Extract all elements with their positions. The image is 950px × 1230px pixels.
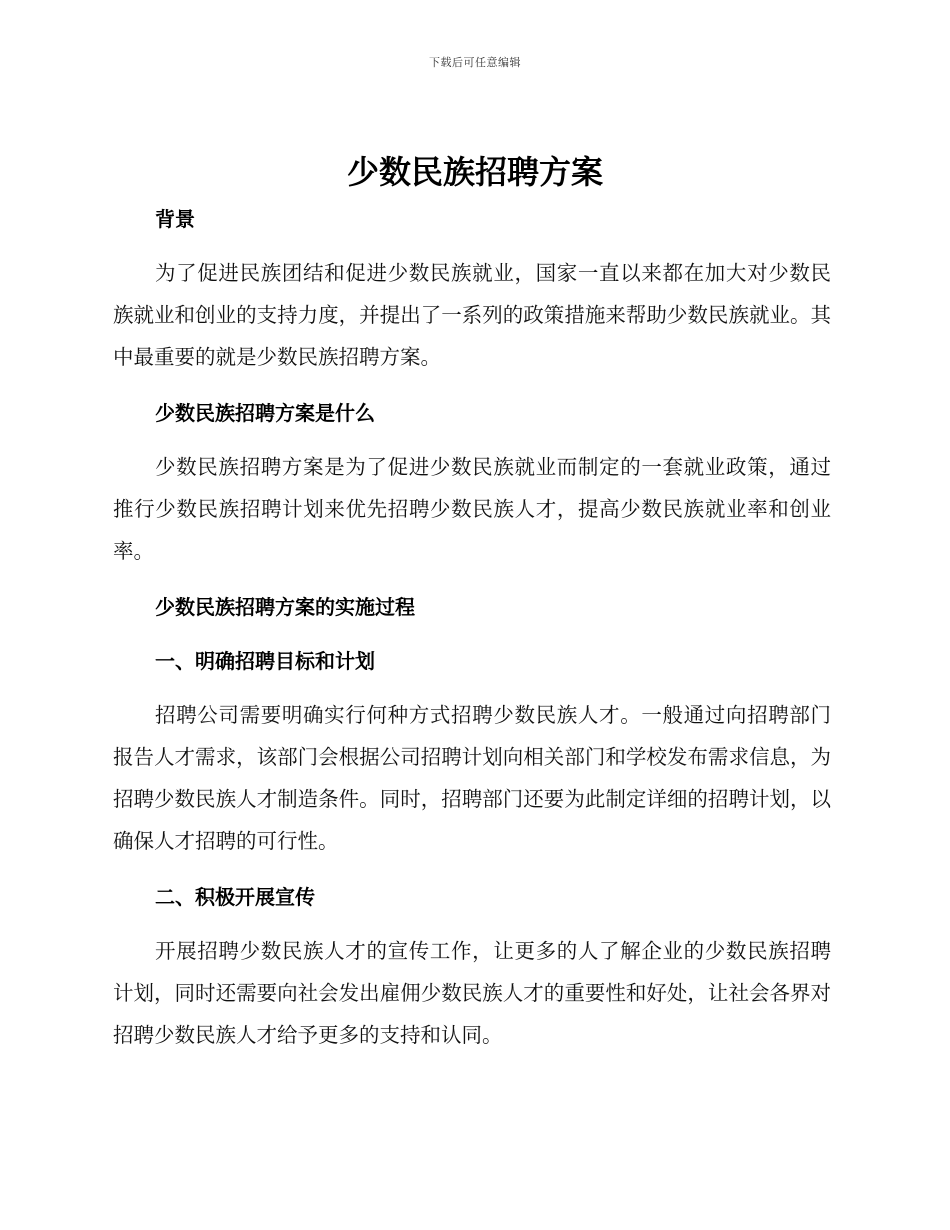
section-heading-background: 背景 xyxy=(155,207,195,231)
section-heading-step-one: 一、明确招聘目标和计划 xyxy=(155,649,375,673)
document-title: 少数民族招聘方案 xyxy=(346,153,603,191)
section-heading-step-two: 二、积极开展宣传 xyxy=(155,885,315,909)
paragraph-step-one: 招聘公司需要明确实行何种方式招聘少数民族人才。一般通过向招聘部门报告人才需求，该部门会根据公司招聘计划向相关部门和学校发布需求信息，为招聘少数民族人才制造条件。同时，招聘部门还要为此制定详细的招聘计划，以确保人才招聘的可行性。 xyxy=(113,703,831,853)
document-body xyxy=(113,198,831,1056)
paragraph-background: 为了促进民族团结和促进少数民族就业，国家一直以来都在加大对少数民族就业和创业的支持力度，并提出了一系列的政策措施来帮助少数民族就业。其中最重要的就是少数民族招聘方案。 xyxy=(113,261,831,369)
paragraph-what-is: 少数民族招聘方案是为了促进少数民族就业而制定的一套就业政策，通过推行少数民族招聘计划来优先招聘少数民族人才，提高少数民族就业率和创业率。 xyxy=(113,455,831,563)
page-header-note: 下载后可任意编辑 xyxy=(429,56,521,69)
paragraph-step-two: 开展招聘少数民族人才的宣传工作，让更多的人了解企业的少数民族招聘计划，同时还需要向社会发出雇佣少数民族人才的重要性和好处，让社会各界对招聘少数民族人才给予更多的支持和认同。 xyxy=(113,939,831,1047)
section-heading-implementation: 少数民族招聘方案的实施过程 xyxy=(155,595,415,619)
section-heading-what-is: 少数民族招聘方案是什么 xyxy=(155,401,375,425)
